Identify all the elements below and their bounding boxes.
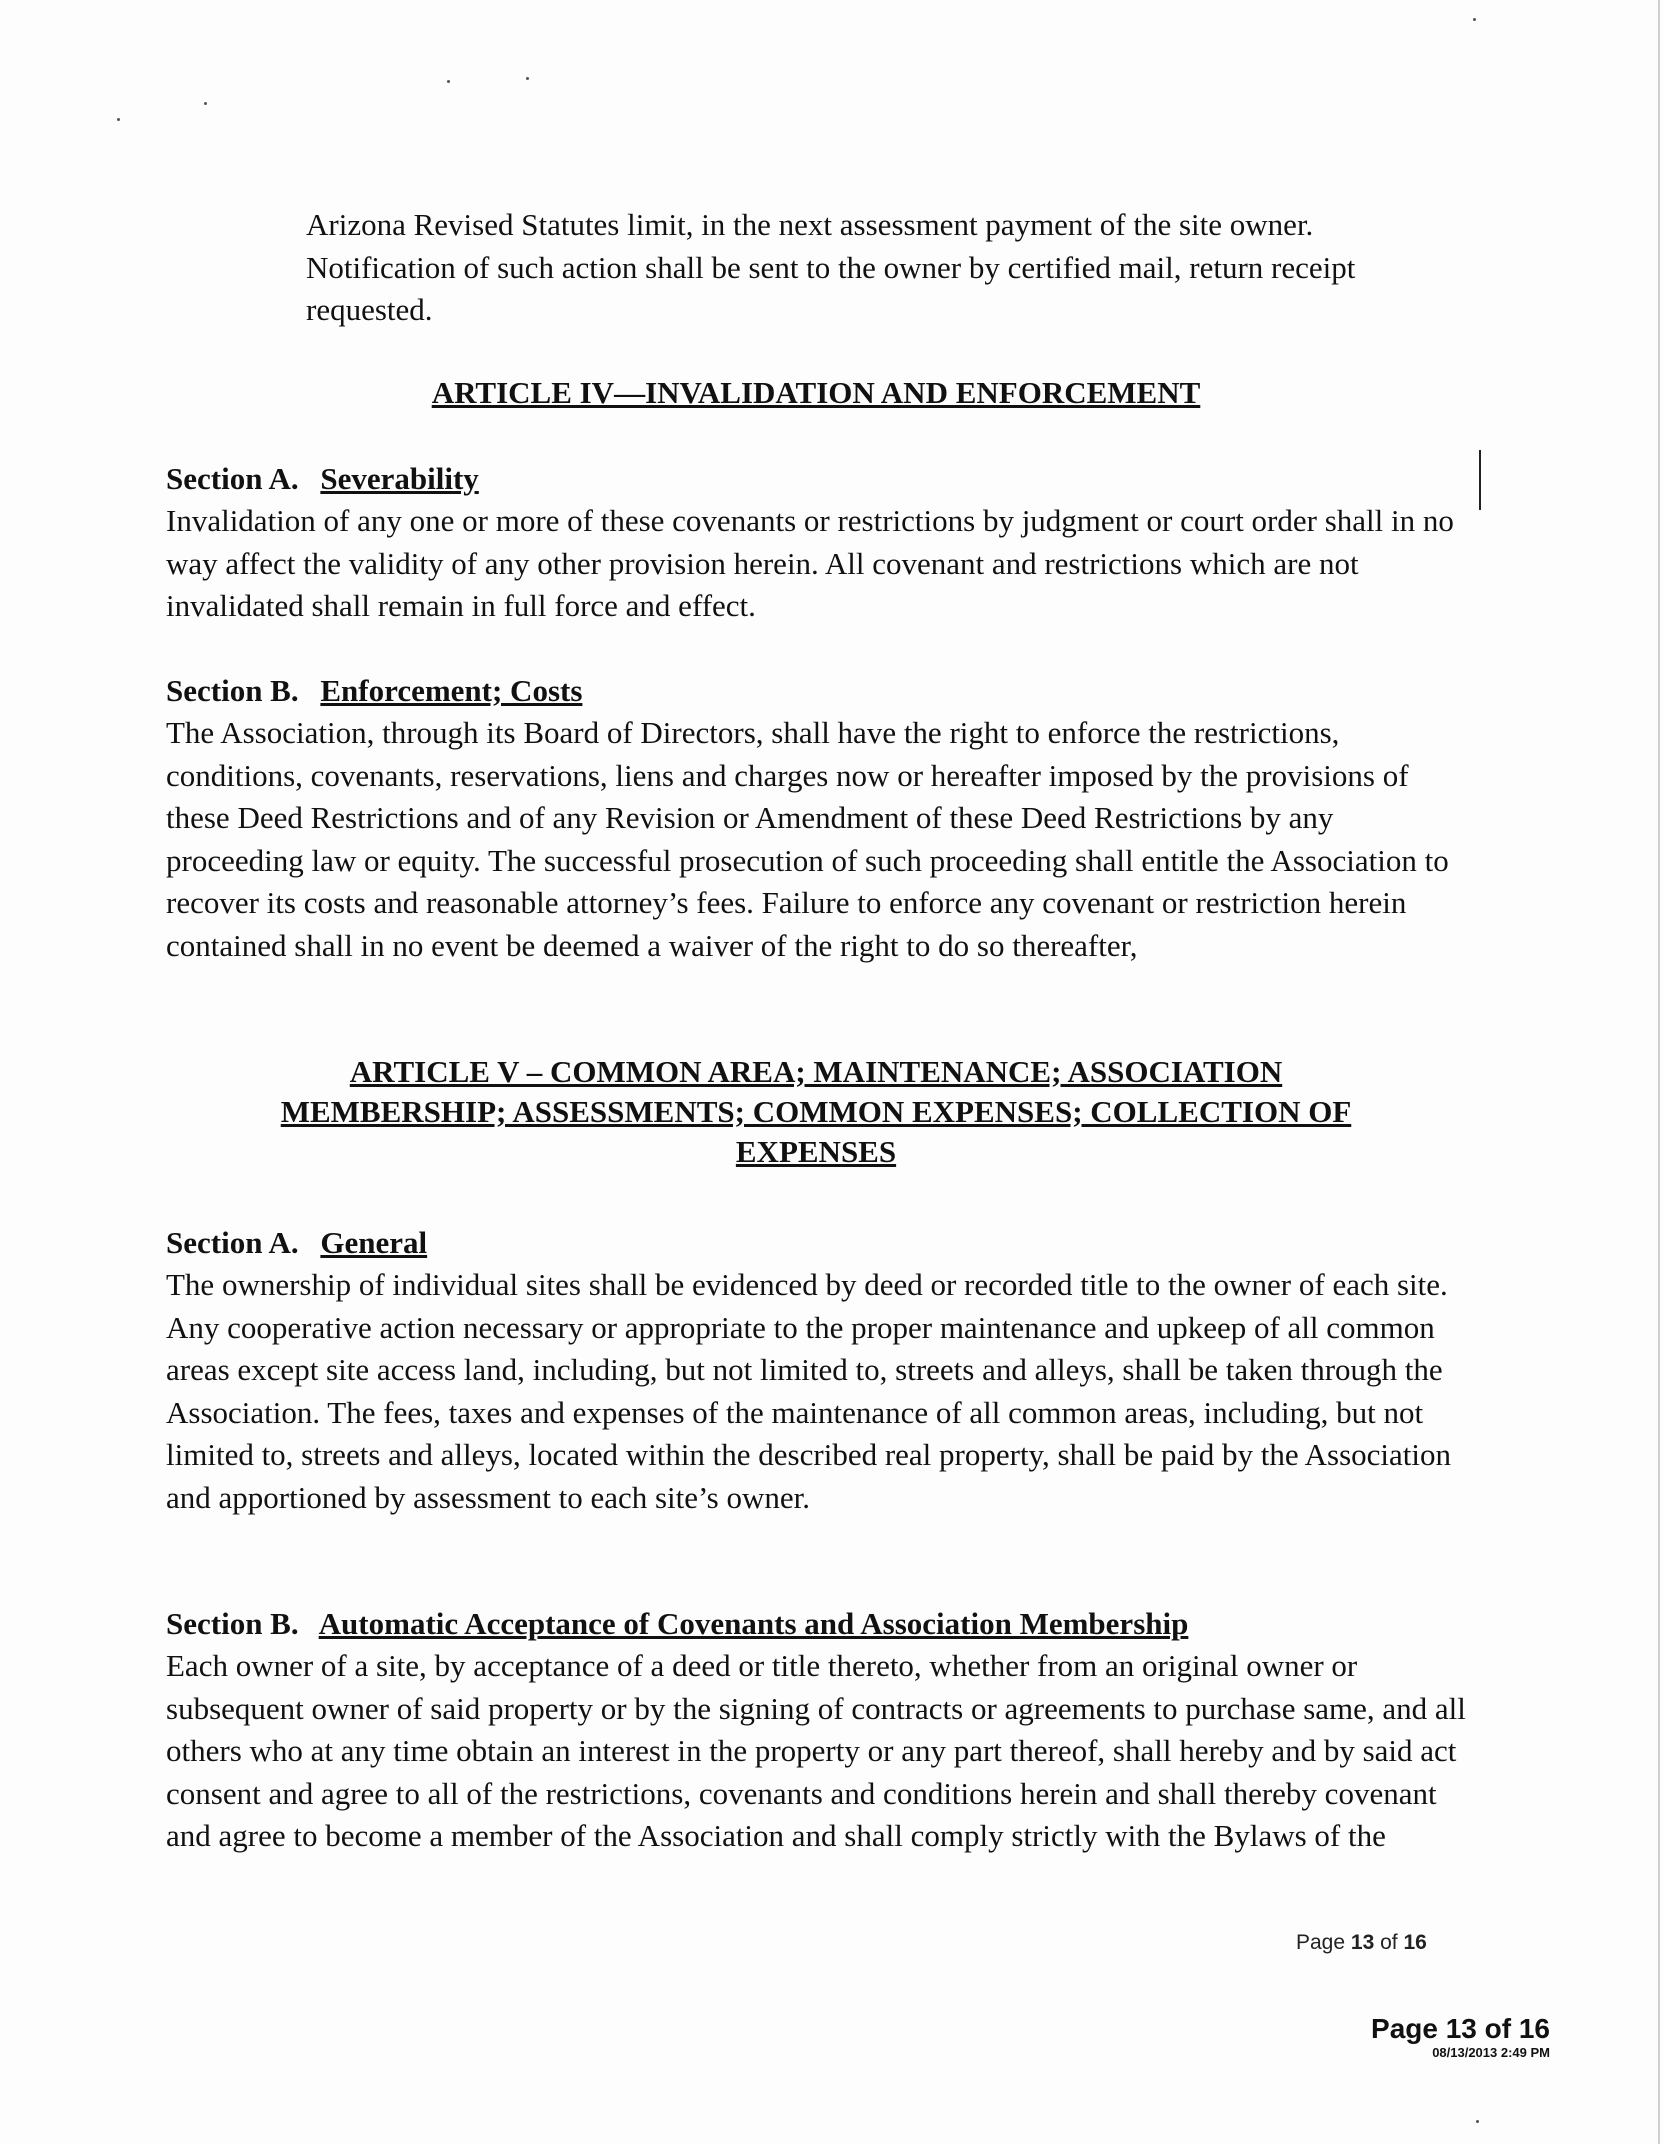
scan-mark: [1479, 450, 1481, 510]
article-v-section-b-title: [166, 1603, 1466, 1645]
article-v-section-a-text: The ownership of individual sites shall be evidenced by deed or recorded title to the owner of each site. Any cooperative action necessary or appropriate to the proper maintenance and upkeep of all common areas except site access land, including, but not limited to, streets and alleys, shall be taken through the Association. The fees, taxes and expenses of the maintenance of all common areas, including, but not limited to, streets and alleys, located within the described real property, shall be paid by the Association and apportioned by assessment to each site’s owner.: [166, 1267, 1452, 1515]
article-v-heading-line-1: ARTICLE V – COMMON AREA; MAINTENANCE; ASSOCIATION: [349, 1054, 1283, 1089]
intro-paragraph: Arizona Revised Statutes limit, in the next assessment payment of the site owner. Notification of such action shall be sent to the owner by certified mail, return receipt requested.: [306, 207, 1356, 327]
scan-speck: [526, 77, 529, 80]
article-v-section-a-title: [166, 1222, 1466, 1264]
article-iv-section-b-text: The Association, through its Board of Directors, shall have the right to enforce the restrictions, conditions, covenants, reservations, liens and charges now or hereafter imposed by the provisions of these Deed Restrictions and of any Revision or Amendment of these Deed Restrictions by any proceeding law or equity. The successful prosecution of such proceeding shall entitle the Association to recover its costs and reasonable attorney’s fees. Failure to enforce any covenant or restriction herein contained shall in no event be deemed a waiver of the right to do so thereafter,: [166, 715, 1449, 963]
article-iv-section-b-title: [166, 670, 1466, 712]
section-label: Section A.: [166, 461, 299, 496]
article-v-heading-line-2: MEMBERSHIP; ASSESSMENTS; COMMON EXPENSES; COLLECTION OF: [280, 1094, 1352, 1129]
scan-speck: [204, 102, 207, 105]
article-v-section-b-text: Each owner of a site, by acceptance of a deed or title thereto, whether from an original owner or subsequent owner of said property or by the signing of contracts or agreements to purchase same, and all others who at any time obtain an interest in the property or any part thereof, shall hereby and by said act consent and agree to all of the restrictions, covenants and conditions herein and shall thereby covenant and agree to become a member of the Association and shall comply strictly with the Bylaws of the: [166, 1648, 1466, 1853]
scan-speck: [117, 118, 120, 121]
article-iv-section-a-text: Invalidation of any one or more of these covenants or restrictions by judgment or court order shall in no way affect the validity of any other provision herein. All covenant and restrictions which are not invalidated shall remain in full force and effect.: [166, 503, 1454, 623]
scan-speck: [1473, 18, 1476, 21]
article-v-heading: [166, 1052, 1466, 1172]
section-name: Severability: [320, 461, 479, 496]
page-footer-number: [1296, 1931, 1427, 1955]
print-stamp: [1290, 2013, 1550, 2061]
stamp-page-label: Page 13 of 16: [1371, 2013, 1550, 2044]
footer-page-number: 13: [1350, 1931, 1375, 1954]
scan-edge-line: [1658, 0, 1660, 2144]
footer-page-word: Page: [1296, 1931, 1346, 1954]
article-iv-section-a-title: [166, 458, 1466, 500]
section-label: Section B.: [166, 673, 299, 708]
section-label: Section B.: [166, 1606, 299, 1641]
footer-of-word: of: [1380, 1931, 1398, 1954]
section-name: General: [320, 1225, 428, 1260]
section-name: Automatic Acceptance of Covenants and Association Membership: [318, 1606, 1189, 1641]
section-label: Section A.: [166, 1225, 299, 1260]
scan-speck: [1476, 2120, 1479, 2123]
footer-page-total: 16: [1403, 1931, 1427, 1954]
scan-speck: [447, 80, 450, 83]
section-name: Enforcement; Costs: [320, 673, 583, 708]
stamp-datetime: 08/13/2013 2:49 PM: [1432, 2045, 1550, 2060]
article-iv-heading: ARTICLE IV—INVALIDATION AND ENFORCEMENT: [431, 375, 1201, 410]
article-v-heading-line-3: EXPENSES: [735, 1134, 897, 1169]
